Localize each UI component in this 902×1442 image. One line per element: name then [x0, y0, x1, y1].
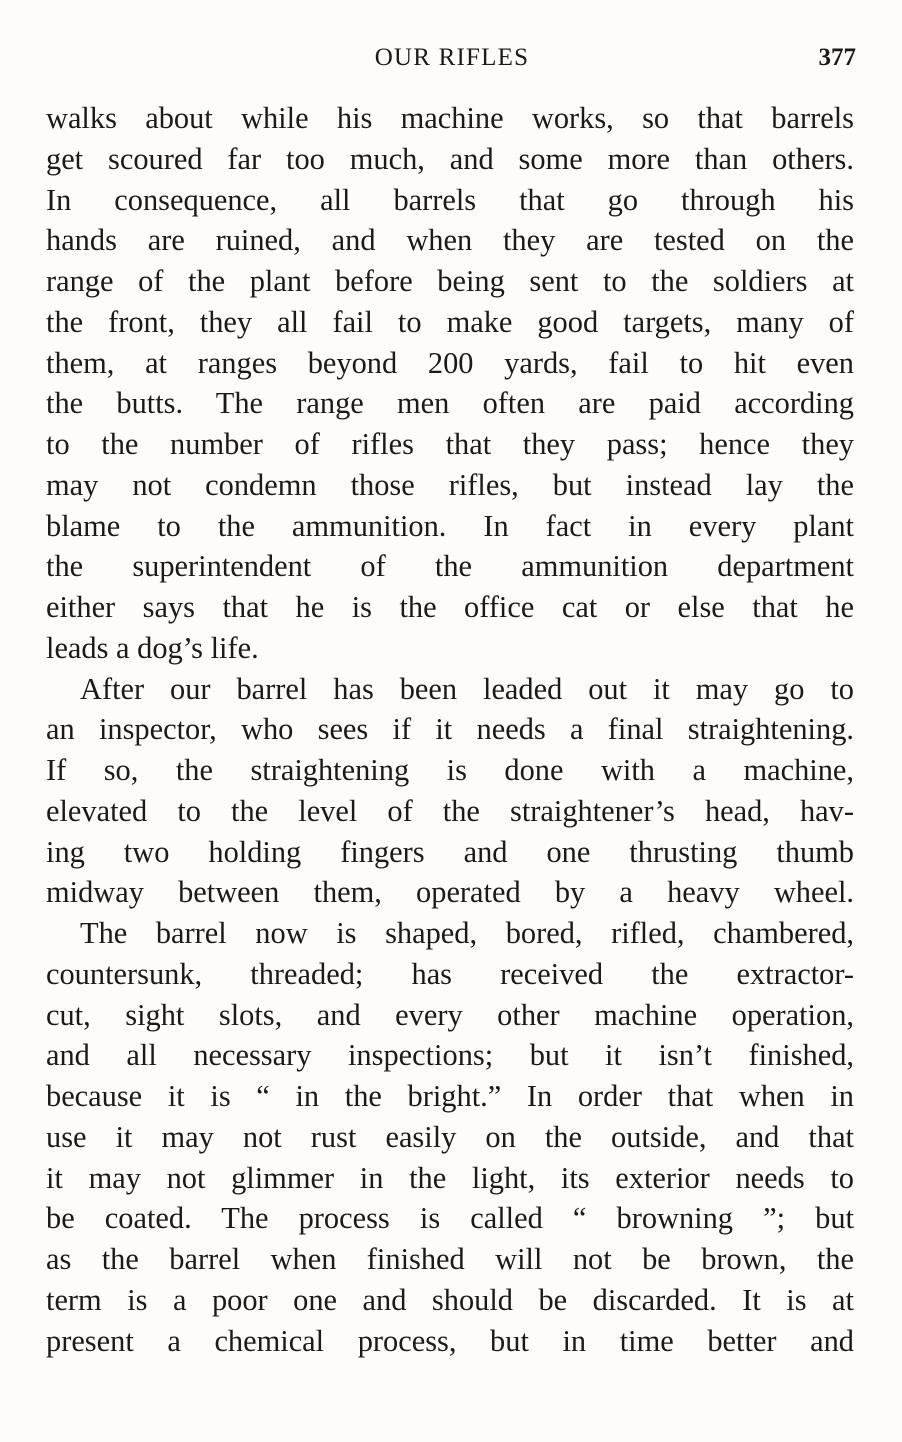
text-line: as the barrel when finished will not be brown, the: [46, 1242, 854, 1276]
text-line: blame to the ammunition. In fact in every plant: [46, 508, 854, 543]
text-line: and all necessary inspections; but it isn’t finished,: [46, 1038, 854, 1073]
text-line: the front, they all fail to make good targets, many of: [46, 304, 854, 339]
text-line: to the number of rifles that they pass; hence they: [46, 427, 854, 461]
text-line: term is a poor one and should be discarded. It is at: [46, 1282, 854, 1317]
text-line: midway between them, operated by a heavy wheel.: [46, 875, 854, 910]
text-line: may not condemn those rifles, but instead lay the: [46, 467, 854, 502]
text-line: If so, the straightening is done with a machine,: [46, 753, 854, 787]
paragraph-2: [46, 669, 854, 914]
text-line: either says that he is the office cat or else that he: [46, 590, 854, 624]
page-number: 377: [818, 44, 856, 71]
text-line: them, at ranges beyond 200 yards, fail to hit even: [46, 345, 854, 380]
body-text: [46, 98, 854, 1361]
text-line: be coated. The process is called “ browning ”; but: [46, 1201, 854, 1236]
text-line: use it may not rust easily on the outside, and that: [46, 1119, 854, 1154]
text-line: get scoured far too much, and some more than others.: [46, 141, 854, 176]
text-line: the butts. The range men often are paid according: [46, 386, 854, 421]
text-line: it may not glimmer in the light, its exterior needs to: [46, 1160, 854, 1195]
text-line: leads a dog’s life.: [46, 630, 259, 665]
text-line: In consequence, all barrels that go through his: [46, 182, 854, 217]
text-line: the superintendent of the ammunition department: [46, 549, 854, 584]
text-line: elevated to the level of the straightener’s head, hav-: [46, 793, 854, 828]
text-line: countersunk, threaded; has received the extractor-: [46, 956, 854, 991]
running-title: OUR RIFLES: [374, 44, 530, 71]
text-line: range of the plant before being sent to the soldiers at: [46, 264, 854, 298]
text-line: present a chemical process, but in time better and: [46, 1323, 854, 1358]
running-head: [48, 38, 856, 78]
text-line: because it is “ in the bright.” In order that when in: [46, 1079, 854, 1113]
text-line: cut, sight slots, and every other machine operation,: [46, 997, 854, 1032]
text-line: walks about while his machine works, so that barrels: [46, 101, 854, 135]
text-line: hands are ruined, and when they are tested on the: [46, 223, 854, 258]
text-line: ing two holding fingers and one thrusting thumb: [46, 834, 854, 869]
text-line: The barrel now is shaped, bored, rifled, chambered,: [80, 916, 854, 950]
paragraph-3: [46, 913, 854, 1361]
paragraph-1: [46, 98, 854, 669]
text-line: an inspector, who sees if it needs a final straightening.: [46, 712, 854, 747]
text-line: After our barrel has been leaded out it may go to: [80, 671, 854, 706]
